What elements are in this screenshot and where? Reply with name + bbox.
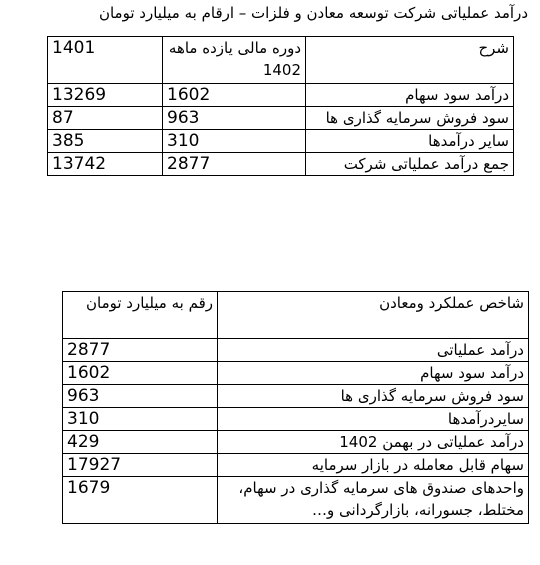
row-label: جمع درآمد عملیاتی شرکت — [306, 153, 514, 176]
row-period-value: 1602 — [163, 84, 306, 107]
operating-income-table — [47, 36, 514, 176]
row-label: درآمد عملیاتی در بهمن 1402 — [218, 431, 529, 454]
row-period-value: 310 — [163, 130, 306, 153]
row-value: 17927 — [63, 454, 218, 477]
row-label: سهام قابل معامله در بازار سرمایه — [218, 454, 529, 477]
document-title: درآمد عملیاتی شرکت توسعه معادن و فلزات – ارقام به میلیارد تومان — [98, 4, 528, 22]
table-row — [63, 431, 529, 454]
table-row — [48, 107, 514, 130]
row-value: 310 — [63, 408, 218, 431]
table-row — [63, 408, 529, 431]
header-period: دوره مالی یازده ماهه 1402 — [163, 37, 306, 84]
header-indicator: شاخص عملکرد ومعادن — [218, 292, 529, 339]
row-year-value: 385 — [48, 130, 163, 153]
row-value: 429 — [63, 431, 218, 454]
table-header-row — [63, 292, 529, 339]
row-label: سایردرآمدها — [218, 408, 529, 431]
table-row — [63, 454, 529, 477]
header-value-unit: رقم به میلیارد تومان — [63, 292, 218, 339]
row-label: سایر درآمدها — [306, 130, 514, 153]
header-description: شرح — [306, 37, 514, 84]
table-row — [48, 84, 514, 107]
row-year-value: 13269 — [48, 84, 163, 107]
table-row — [48, 153, 514, 176]
row-value: 1602 — [63, 362, 218, 385]
performance-indicator-table — [62, 291, 529, 524]
row-label: درآمد سود سهام — [306, 84, 514, 107]
row-label: سود فروش سرمایه گذاری ها — [306, 107, 514, 130]
table-row — [63, 339, 529, 362]
row-year-value: 13742 — [48, 153, 163, 176]
row-label: واحدهای صندوق های سرمایه گذاری در سهام، مختلط، جسورانه، بازارگردانی و… — [218, 477, 529, 524]
table-row — [63, 385, 529, 408]
row-label: سود فروش سرمایه گذاری ها — [218, 385, 529, 408]
row-value: 1679 — [63, 477, 218, 524]
row-value: 2877 — [63, 339, 218, 362]
header-year-1401: 1401 — [48, 37, 163, 84]
row-period-value: 963 — [163, 107, 306, 130]
table-header-row — [48, 37, 514, 84]
row-year-value: 87 — [48, 107, 163, 130]
row-label: درآمد عملیاتی — [218, 339, 529, 362]
row-period-value: 2877 — [163, 153, 306, 176]
table-row — [63, 362, 529, 385]
table-row — [63, 477, 529, 524]
table-row — [48, 130, 514, 153]
row-label: درآمد سود سهام — [218, 362, 529, 385]
row-value: 963 — [63, 385, 218, 408]
